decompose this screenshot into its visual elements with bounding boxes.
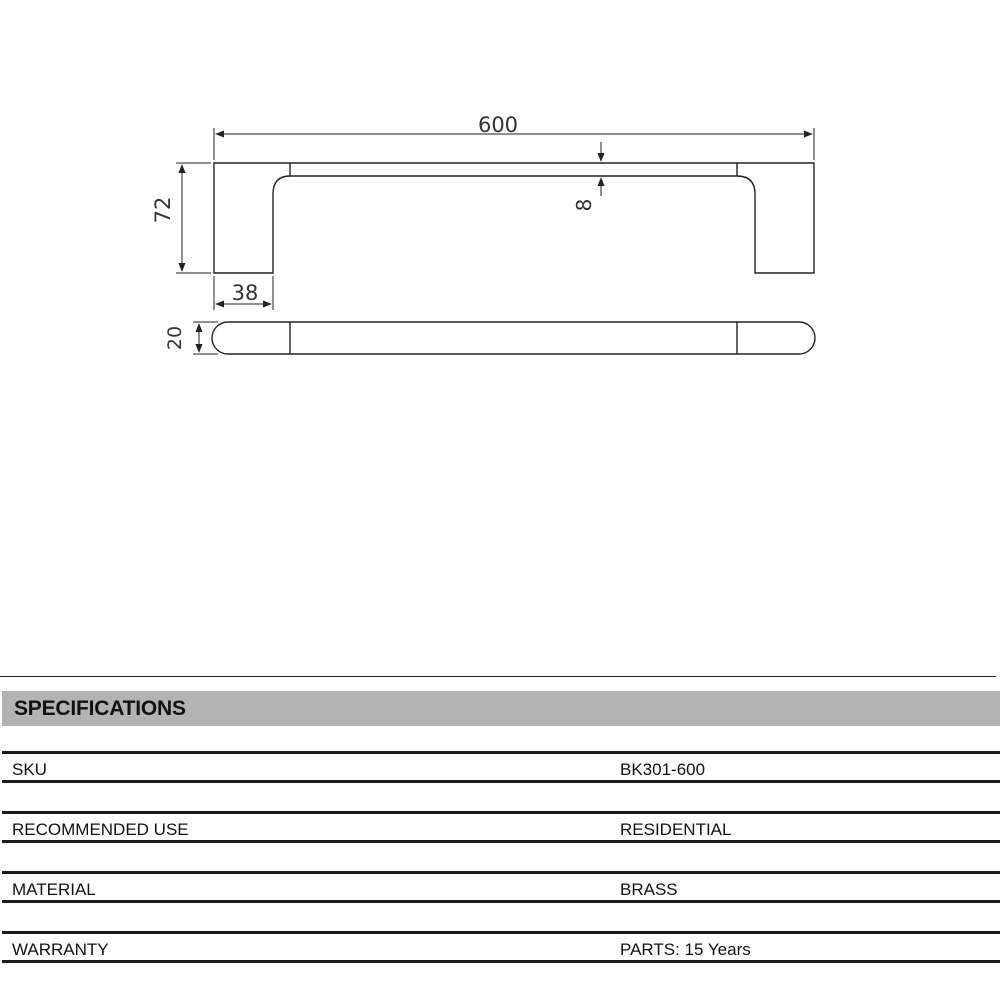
specifications-header xyxy=(2,691,1000,726)
front-view xyxy=(214,163,814,273)
dimension-bar-width: 20 xyxy=(164,325,186,351)
spec-label: RECOMMENDED USE xyxy=(12,820,189,839)
dimension-leg-depth: 38 xyxy=(231,281,259,305)
dimension-thickness: 8 xyxy=(572,198,596,212)
dimension-height: 72 xyxy=(151,196,175,224)
spec-row-sku xyxy=(2,751,1000,783)
spec-value: BRASS xyxy=(620,880,678,899)
spec-value: RESIDENTIAL xyxy=(620,820,732,839)
dimension-lines xyxy=(176,128,814,354)
dimension-length: 600 xyxy=(477,113,519,137)
spec-value: PARTS: 15 Years xyxy=(620,940,751,959)
divider xyxy=(0,676,996,677)
spec-row-recommended-use xyxy=(2,811,1000,843)
top-view xyxy=(212,322,815,354)
spec-label: WARRANTY xyxy=(12,940,109,959)
specifications-title: SPECIFICATIONS xyxy=(14,696,186,720)
spec-label: MATERIAL xyxy=(12,880,96,899)
spec-row-material xyxy=(2,871,1000,903)
spec-row-warranty xyxy=(2,931,1000,963)
spec-value: BK301-600 xyxy=(620,760,706,779)
spec-label: SKU xyxy=(12,760,47,779)
